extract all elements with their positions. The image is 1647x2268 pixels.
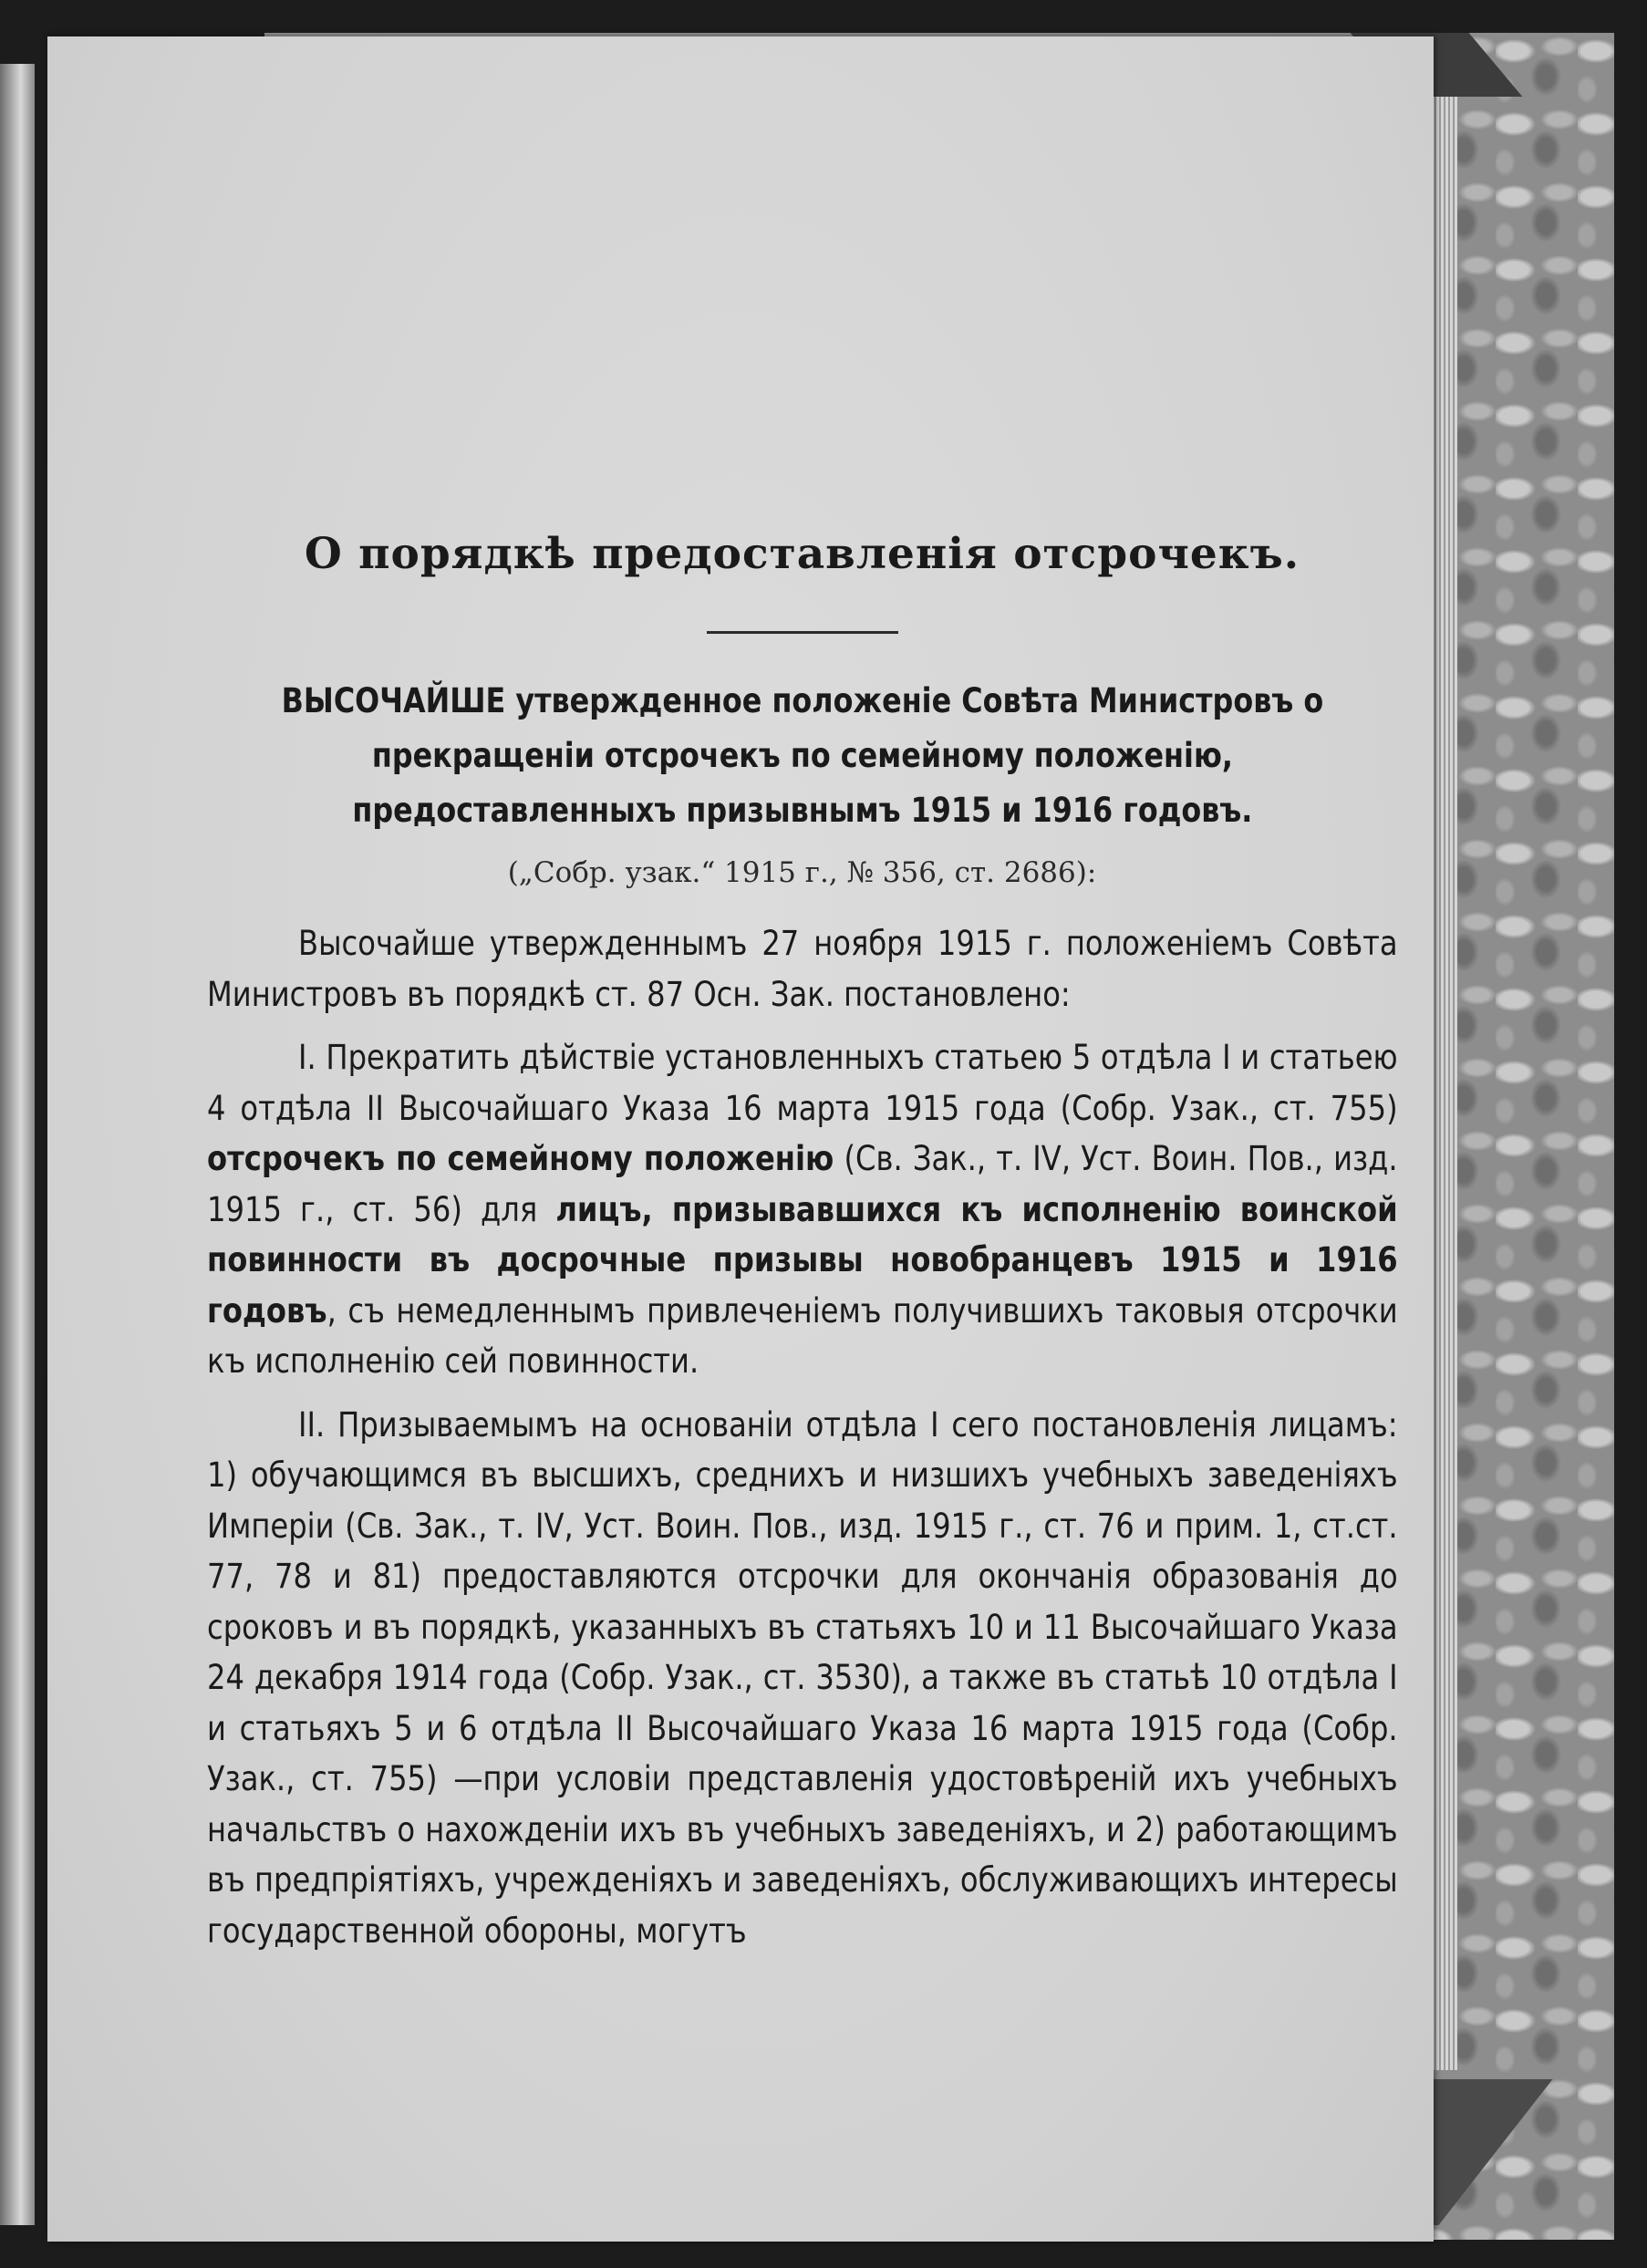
paragraph-1-bold-d: лицъ, призывавшихся къ исполненію воинской повинности въ досрочные призывы новобранцевъ 1915 и 1916 годовъ <box>207 1189 1398 1331</box>
paragraph-1-text-a: I. Прекратить дѣйствіе установленныхъ статьею 5 отдѣла I и статьею 4 отдѣла II Высочайшаго Указа 16 марта 1915 года (Собр. Узак., ст. 755) <box>207 1038 1398 1128</box>
source-citation: („Собр. узак.“ 1915 г., № 356, ст. 2686): <box>507 856 1097 890</box>
page-block-edge <box>1432 82 1457 2070</box>
paragraph-1 <box>207 1032 1398 1387</box>
page-content <box>207 529 1397 1969</box>
paragraph-1-bold-b: отсрочекъ по семейному положенію <box>207 1139 834 1179</box>
document-page <box>47 36 1434 2242</box>
paragraph-2: II. Призываемымъ на основаніи отдѣла I сего постановленія лицамъ: 1) обучающимся въ высшихъ, среднихъ и низшихъ учебныхъ заведеніяхъ Имперіи (Св. Зак., т. IV, Уст. Воин. Пов., изд. 1915 г., ст. 76 и прим. 1, ст.ст. 77, 78 и 81) предоставляются отсрочки для окончанія образованія до сроковъ и въ порядкѣ, указанныхъ въ статьяхъ 10 и 11 Высочайшаго Указа 24 декабря 1914 года (Собр. Узак., ст. 3530), а также въ статьѣ 10 отдѣла I и статьяхъ 5 и 6 отдѣла II Высочайшаго Указа 16 марта 1915 года (Собр. Узак., ст. 755) —при условіи представленія удостовѣреній ихъ учебныхъ начальствъ о нахожденіи ихъ въ учебныхъ заведеніяхъ, и 2) работающимъ въ предпріятіяхъ, учрежденіяхъ и заведеніяхъ, обслуживающихъ интересы государственной обороны, могутъ <box>207 1404 1398 1951</box>
page-title: О порядкѣ предоставленія отсрочекъ. <box>304 529 1300 579</box>
paragraph-1-text-c: (Св. Зак., т. IV, Уст. Воин. Пов., изд. 1915 г., ст. 56) для <box>207 1139 1398 1229</box>
previous-page-edge <box>0 64 35 2225</box>
title-divider <box>707 631 898 634</box>
decree-heading: ВЫСОЧАЙШЕ утвержденное положеніе Совѣта Министровъ о прекращеніи отсрочекъ по семейному положенію, предоставленныхъ призывнымъ 1915 и 1916 годовъ. <box>281 681 1323 831</box>
intro-paragraph: Высочайше утвержденнымъ 27 ноября 1915 г. положеніемъ Совѣта Министровъ въ порядкѣ ст. 87 Осн. Зак. постановлено: <box>207 924 1398 1014</box>
paragraph-1-text-e: , съ немедленнымъ привлеченіемъ получившихъ таковыя отсрочки къ исполненію сей повинности. <box>207 1290 1398 1382</box>
